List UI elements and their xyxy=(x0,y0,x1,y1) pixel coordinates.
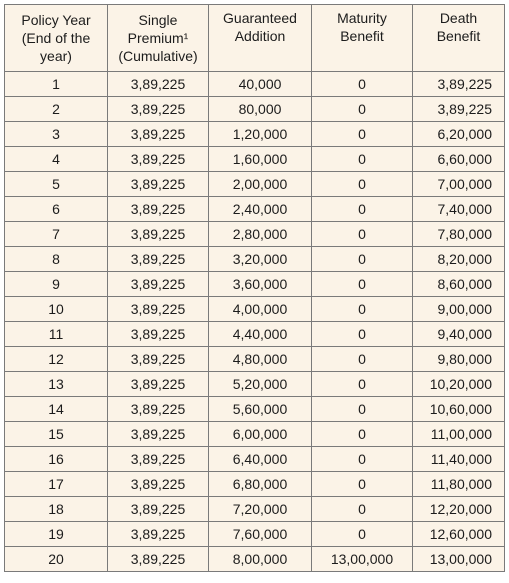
death-benefit-cell: 10,60,000 xyxy=(413,397,505,422)
maturity-benefit-cell: 0 xyxy=(312,497,413,522)
guaranteed-addition-cell: 8,00,000 xyxy=(209,547,312,572)
guaranteed-addition-cell: 5,60,000 xyxy=(209,397,312,422)
maturity-benefit-cell: 0 xyxy=(312,97,413,122)
single-premium-cell: 3,89,225 xyxy=(108,72,209,97)
header-line: Benefit xyxy=(436,28,481,44)
death-benefit-cell: 6,20,000 xyxy=(413,122,505,147)
benefit-illustration-table-container xyxy=(4,4,505,572)
benefit-illustration-table xyxy=(4,4,505,572)
policy-year-cell: 15 xyxy=(5,422,108,447)
table-row xyxy=(5,422,505,447)
death-benefit-cell: 3,89,225 xyxy=(413,72,505,97)
table-row xyxy=(5,297,505,322)
death-benefit-cell: 10,20,000 xyxy=(413,372,505,397)
policy-year-cell: 17 xyxy=(5,472,108,497)
single-premium-cell: 3,89,225 xyxy=(108,372,209,397)
table-body xyxy=(5,72,505,572)
single-premium-cell: 3,89,225 xyxy=(108,347,209,372)
death-benefit-cell: 11,00,000 xyxy=(413,422,505,447)
policy-year-cell: 20 xyxy=(5,547,108,572)
table-row xyxy=(5,197,505,222)
table-row xyxy=(5,122,505,147)
header-guaranteed-addition xyxy=(209,5,312,72)
single-premium-cell: 3,89,225 xyxy=(108,447,209,472)
policy-year-cell: 1 xyxy=(5,72,108,97)
header-line: Addition xyxy=(234,28,286,44)
guaranteed-addition-cell: 6,00,000 xyxy=(209,422,312,447)
death-benefit-cell: 9,40,000 xyxy=(413,322,505,347)
death-benefit-cell: 11,40,000 xyxy=(413,447,505,472)
maturity-benefit-cell: 0 xyxy=(312,122,413,147)
single-premium-cell: 3,89,225 xyxy=(108,122,209,147)
maturity-benefit-cell: 0 xyxy=(312,322,413,347)
header-line: Guaranteed xyxy=(223,10,297,26)
policy-year-cell: 10 xyxy=(5,297,108,322)
maturity-benefit-cell: 0 xyxy=(312,297,413,322)
header-policy-year xyxy=(5,5,108,72)
guaranteed-addition-cell: 4,00,000 xyxy=(209,297,312,322)
single-premium-cell: 3,89,225 xyxy=(108,222,209,247)
table-row xyxy=(5,522,505,547)
single-premium-cell: 3,89,225 xyxy=(108,197,209,222)
header-maturity-benefit xyxy=(312,5,413,72)
policy-year-cell: 19 xyxy=(5,522,108,547)
table-row xyxy=(5,447,505,472)
policy-year-cell: 16 xyxy=(5,447,108,472)
table-row xyxy=(5,372,505,397)
header-line: (Cumulative) xyxy=(118,48,198,64)
maturity-benefit-cell: 0 xyxy=(312,447,413,472)
death-benefit-cell: 12,20,000 xyxy=(413,497,505,522)
guaranteed-addition-cell: 1,60,000 xyxy=(209,147,312,172)
policy-year-cell: 14 xyxy=(5,397,108,422)
policy-year-cell: 12 xyxy=(5,347,108,372)
maturity-benefit-cell: 0 xyxy=(312,472,413,497)
policy-year-cell: 11 xyxy=(5,322,108,347)
table-header xyxy=(5,5,505,72)
death-benefit-cell: 12,60,000 xyxy=(413,522,505,547)
header-line: (End of the xyxy=(21,30,91,46)
single-premium-cell: 3,89,225 xyxy=(108,172,209,197)
policy-year-cell: 3 xyxy=(5,122,108,147)
single-premium-cell: 3,89,225 xyxy=(108,297,209,322)
death-benefit-cell: 7,80,000 xyxy=(413,222,505,247)
table-row xyxy=(5,272,505,297)
guaranteed-addition-cell: 80,000 xyxy=(209,97,312,122)
guaranteed-addition-cell: 5,20,000 xyxy=(209,372,312,397)
guaranteed-addition-cell: 3,20,000 xyxy=(209,247,312,272)
maturity-benefit-cell: 0 xyxy=(312,222,413,247)
death-benefit-cell: 7,40,000 xyxy=(413,197,505,222)
death-benefit-cell: 9,00,000 xyxy=(413,297,505,322)
table-row xyxy=(5,322,505,347)
single-premium-cell: 3,89,225 xyxy=(108,472,209,497)
guaranteed-addition-cell: 1,20,000 xyxy=(209,122,312,147)
maturity-benefit-cell: 0 xyxy=(312,72,413,97)
header-line: year) xyxy=(40,48,72,64)
header-line: Premium¹ xyxy=(127,30,189,46)
guaranteed-addition-cell: 2,80,000 xyxy=(209,222,312,247)
guaranteed-addition-cell: 2,00,000 xyxy=(209,172,312,197)
maturity-benefit-cell: 13,00,000 xyxy=(312,547,413,572)
header-row xyxy=(5,5,505,72)
policy-year-cell: 13 xyxy=(5,372,108,397)
table-row xyxy=(5,547,505,572)
guaranteed-addition-cell: 7,20,000 xyxy=(209,497,312,522)
policy-year-cell: 9 xyxy=(5,272,108,297)
table-row xyxy=(5,222,505,247)
guaranteed-addition-cell: 7,60,000 xyxy=(209,522,312,547)
header-line: Death xyxy=(439,10,478,26)
header-line: Benefit xyxy=(340,28,384,44)
maturity-benefit-cell: 0 xyxy=(312,172,413,197)
maturity-benefit-cell: 0 xyxy=(312,147,413,172)
policy-year-cell: 5 xyxy=(5,172,108,197)
single-premium-cell: 3,89,225 xyxy=(108,247,209,272)
guaranteed-addition-cell: 6,40,000 xyxy=(209,447,312,472)
maturity-benefit-cell: 0 xyxy=(312,522,413,547)
table-row xyxy=(5,397,505,422)
single-premium-cell: 3,89,225 xyxy=(108,97,209,122)
single-premium-cell: 3,89,225 xyxy=(108,547,209,572)
maturity-benefit-cell: 0 xyxy=(312,347,413,372)
guaranteed-addition-cell: 3,60,000 xyxy=(209,272,312,297)
table-row xyxy=(5,97,505,122)
maturity-benefit-cell: 0 xyxy=(312,272,413,297)
guaranteed-addition-cell: 6,80,000 xyxy=(209,472,312,497)
policy-year-cell: 18 xyxy=(5,497,108,522)
single-premium-cell: 3,89,225 xyxy=(108,497,209,522)
death-benefit-cell: 7,00,000 xyxy=(413,172,505,197)
death-benefit-cell: 9,80,000 xyxy=(413,347,505,372)
header-line: Single xyxy=(138,12,178,28)
policy-year-cell: 4 xyxy=(5,147,108,172)
header-line: Policy Year xyxy=(21,12,91,28)
guaranteed-addition-cell: 40,000 xyxy=(209,72,312,97)
death-benefit-cell: 3,89,225 xyxy=(413,97,505,122)
single-premium-cell: 3,89,225 xyxy=(108,522,209,547)
policy-year-cell: 6 xyxy=(5,197,108,222)
maturity-benefit-cell: 0 xyxy=(312,397,413,422)
maturity-benefit-cell: 0 xyxy=(312,372,413,397)
death-benefit-cell: 6,60,000 xyxy=(413,147,505,172)
guaranteed-addition-cell: 2,40,000 xyxy=(209,197,312,222)
table-row xyxy=(5,172,505,197)
policy-year-cell: 7 xyxy=(5,222,108,247)
header-death-benefit xyxy=(413,5,505,72)
death-benefit-cell: 8,60,000 xyxy=(413,272,505,297)
policy-year-cell: 8 xyxy=(5,247,108,272)
single-premium-cell: 3,89,225 xyxy=(108,322,209,347)
header-line: Maturity xyxy=(337,10,387,26)
single-premium-cell: 3,89,225 xyxy=(108,272,209,297)
maturity-benefit-cell: 0 xyxy=(312,247,413,272)
single-premium-cell: 3,89,225 xyxy=(108,397,209,422)
death-benefit-cell: 11,80,000 xyxy=(413,472,505,497)
guaranteed-addition-cell: 4,80,000 xyxy=(209,347,312,372)
table-row xyxy=(5,347,505,372)
table-row xyxy=(5,472,505,497)
single-premium-cell: 3,89,225 xyxy=(108,147,209,172)
death-benefit-cell: 13,00,000 xyxy=(413,547,505,572)
table-row xyxy=(5,247,505,272)
single-premium-cell: 3,89,225 xyxy=(108,422,209,447)
guaranteed-addition-cell: 4,40,000 xyxy=(209,322,312,347)
maturity-benefit-cell: 0 xyxy=(312,422,413,447)
death-benefit-cell: 8,20,000 xyxy=(413,247,505,272)
table-row xyxy=(5,497,505,522)
table-row xyxy=(5,72,505,97)
policy-year-cell: 2 xyxy=(5,97,108,122)
table-row xyxy=(5,147,505,172)
header-single-premium xyxy=(108,5,209,72)
maturity-benefit-cell: 0 xyxy=(312,197,413,222)
